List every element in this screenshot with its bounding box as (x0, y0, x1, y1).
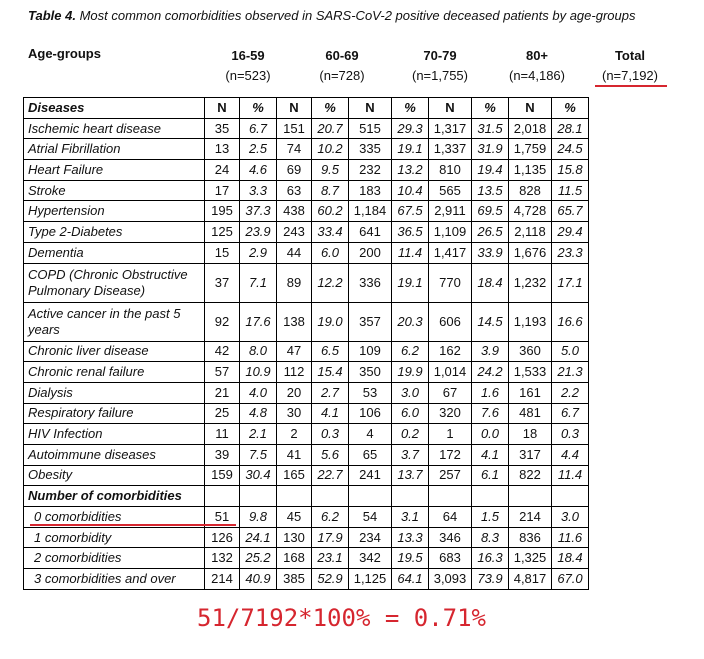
percent-cell: 31.9 (472, 139, 509, 160)
percent-cell: 19.5 (392, 548, 429, 569)
age-groups-label: Age-groups (28, 46, 101, 61)
percent-cell: 11.5 (552, 180, 589, 201)
count-cell: 4 (349, 424, 392, 445)
percent-cell (472, 486, 509, 507)
count-cell: 1,193 (509, 302, 552, 341)
count-cell: 1,125 (349, 569, 392, 590)
percent-cell: 60.2 (312, 201, 349, 222)
percent-cell: 15.4 (312, 362, 349, 383)
count-cell: 44 (277, 242, 312, 263)
row-label: 2 comorbidities (24, 548, 205, 569)
group-label: Total (614, 48, 646, 63)
percent-cell: 16.3 (472, 548, 509, 569)
count-cell: 13 (205, 139, 240, 160)
row-label: Autoimmune diseases (24, 444, 205, 465)
percent-cell: 17.9 (312, 527, 349, 548)
group-label: 80+ (525, 48, 549, 63)
count-cell: 112 (277, 362, 312, 383)
comorbidities-table (23, 97, 589, 590)
percent-cell: 24.5 (552, 139, 589, 160)
count-cell: 810 (429, 160, 472, 181)
count-cell (205, 486, 240, 507)
count-cell: 385 (277, 569, 312, 590)
percent-cell: 21.3 (552, 362, 589, 383)
percent-cell: 28.1 (552, 118, 589, 139)
count-cell: 92 (205, 302, 240, 341)
caption-text: Most common comorbidities observed in SARS-CoV-2 positive deceased patients by age-groups (79, 8, 636, 23)
row-label: 1 comorbidity (24, 527, 205, 548)
percent-cell: 3.7 (392, 444, 429, 465)
percent-cell: 18.4 (552, 548, 589, 569)
percent-cell: 6.0 (392, 403, 429, 424)
percent-cell: 36.5 (392, 222, 429, 243)
percent-cell: 73.9 (472, 569, 509, 590)
count-cell: 1,184 (349, 201, 392, 222)
percent-cell: 3.0 (552, 507, 589, 528)
percent-cell: 2.7 (312, 382, 349, 403)
table-row (24, 424, 589, 445)
row-label: Dementia (24, 242, 205, 263)
group-label: 16-59 (231, 48, 265, 63)
percent-cell: 6.0 (312, 242, 349, 263)
percent-cell: 5.6 (312, 444, 349, 465)
table-header-row (24, 98, 589, 119)
percent-cell: 23.1 (312, 548, 349, 569)
percent-cell: 2.9 (240, 242, 277, 263)
count-cell: 25 (205, 403, 240, 424)
count-cell: 1,109 (429, 222, 472, 243)
row-label: 3 comorbidities and over (24, 569, 205, 590)
count-cell: 41 (277, 444, 312, 465)
count-cell: 30 (277, 403, 312, 424)
table-row (24, 527, 589, 548)
percent-cell: 64.1 (392, 569, 429, 590)
percent-cell: 40.9 (240, 569, 277, 590)
n-header: N (349, 98, 392, 119)
percent-cell: 11.6 (552, 527, 589, 548)
count-cell: 320 (429, 403, 472, 424)
count-cell: 342 (349, 548, 392, 569)
percent-cell: 6.7 (240, 118, 277, 139)
row-label: COPD (Chronic Obstructive Pulmonary Disease) (24, 263, 205, 302)
percent-cell: 24.2 (472, 362, 509, 383)
count-cell: 183 (349, 180, 392, 201)
count-cell: 481 (509, 403, 552, 424)
n-header: N (509, 98, 552, 119)
count-cell (509, 486, 552, 507)
percent-cell: 6.2 (392, 341, 429, 362)
count-cell: 109 (349, 341, 392, 362)
table-row (24, 465, 589, 486)
row-label: Ischemic heart disease (24, 118, 205, 139)
count-cell: 214 (509, 507, 552, 528)
table-body (24, 98, 589, 590)
percent-cell: 23.3 (552, 242, 589, 263)
pct-header: % (240, 98, 277, 119)
table-row (24, 382, 589, 403)
count-cell: 1,759 (509, 139, 552, 160)
count-cell: 836 (509, 527, 552, 548)
table-row (24, 263, 589, 302)
percent-cell: 30.4 (240, 465, 277, 486)
count-cell: 130 (277, 527, 312, 548)
row-label: Chronic liver disease (24, 341, 205, 362)
percent-cell: 33.4 (312, 222, 349, 243)
percent-cell: 0.0 (472, 424, 509, 445)
table-row (24, 160, 589, 181)
percent-cell: 15.8 (552, 160, 589, 181)
percent-cell: 29.4 (552, 222, 589, 243)
percent-cell: 11.4 (552, 465, 589, 486)
count-cell: 828 (509, 180, 552, 201)
count-cell: 606 (429, 302, 472, 341)
count-cell: 69 (277, 160, 312, 181)
group-n: (n=523) (225, 68, 271, 83)
count-cell: 54 (349, 507, 392, 528)
row-label: Active cancer in the past 5 years (24, 302, 205, 341)
percent-cell: 2.1 (240, 424, 277, 445)
count-cell: 1,417 (429, 242, 472, 263)
count-cell: 21 (205, 382, 240, 403)
row-label: Obesity (24, 465, 205, 486)
percent-cell: 4.0 (240, 382, 277, 403)
percent-cell: 13.3 (392, 527, 429, 548)
table-row (24, 403, 589, 424)
count-cell: 1,533 (509, 362, 552, 383)
table-row (24, 118, 589, 139)
count-cell: 168 (277, 548, 312, 569)
percent-cell: 2.2 (552, 382, 589, 403)
percent-cell: 6.1 (472, 465, 509, 486)
percent-cell: 9.8 (240, 507, 277, 528)
percent-cell: 8.7 (312, 180, 349, 201)
percent-cell: 13.5 (472, 180, 509, 201)
pct-header: % (312, 98, 349, 119)
percent-cell: 7.6 (472, 403, 509, 424)
count-cell: 335 (349, 139, 392, 160)
percent-cell: 4.1 (312, 403, 349, 424)
percent-cell: 1.5 (472, 507, 509, 528)
count-cell: 57 (205, 362, 240, 383)
percent-cell: 4.6 (240, 160, 277, 181)
count-cell: 126 (205, 527, 240, 548)
count-cell: 1,676 (509, 242, 552, 263)
count-cell: 200 (349, 242, 392, 263)
count-cell: 336 (349, 263, 392, 302)
count-cell: 234 (349, 527, 392, 548)
percent-cell: 6.5 (312, 341, 349, 362)
row-label: HIV Infection (24, 424, 205, 445)
count-cell (429, 486, 472, 507)
percent-cell: 19.4 (472, 160, 509, 181)
group-header-60-69 (310, 46, 374, 86)
count-cell: 1,317 (429, 118, 472, 139)
percent-cell: 7.5 (240, 444, 277, 465)
count-cell: 2 (277, 424, 312, 445)
percent-cell: 20.3 (392, 302, 429, 341)
percent-cell: 13.2 (392, 160, 429, 181)
group-header-70-79 (400, 46, 480, 86)
count-cell: 63 (277, 180, 312, 201)
count-cell: 18 (509, 424, 552, 445)
table-row (24, 362, 589, 383)
table-row (24, 180, 589, 201)
percent-cell: 8.0 (240, 341, 277, 362)
count-cell: 51 (205, 507, 240, 528)
count-cell: 515 (349, 118, 392, 139)
table-row (24, 139, 589, 160)
percent-cell: 3.3 (240, 180, 277, 201)
row-label: 0 comorbidities (24, 507, 205, 528)
count-cell: 138 (277, 302, 312, 341)
count-cell: 4,728 (509, 201, 552, 222)
count-cell: 1,014 (429, 362, 472, 383)
percent-cell: 4.8 (240, 403, 277, 424)
count-cell (277, 486, 312, 507)
percent-cell: 8.3 (472, 527, 509, 548)
count-cell: 74 (277, 139, 312, 160)
table-row (24, 201, 589, 222)
count-cell: 132 (205, 548, 240, 569)
row-label: Stroke (24, 180, 205, 201)
n-header: N (205, 98, 240, 119)
count-cell: 125 (205, 222, 240, 243)
percent-cell: 10.4 (392, 180, 429, 201)
count-cell: 11 (205, 424, 240, 445)
count-cell: 45 (277, 507, 312, 528)
row-label: Chronic renal failure (24, 362, 205, 383)
group-n: (n=728) (319, 68, 365, 83)
count-cell: 15 (205, 242, 240, 263)
count-cell: 214 (205, 569, 240, 590)
count-cell: 47 (277, 341, 312, 362)
percent-cell: 65.7 (552, 201, 589, 222)
section-row (24, 486, 589, 507)
table-row (24, 242, 589, 263)
count-cell: 17 (205, 180, 240, 201)
row-label: Type 2-Diabetes (24, 222, 205, 243)
row-label: Respiratory failure (24, 403, 205, 424)
count-cell: 162 (429, 341, 472, 362)
group-n: (n=4,186) (508, 68, 565, 83)
percent-cell: 67.5 (392, 201, 429, 222)
n-header: N (429, 98, 472, 119)
percent-cell: 33.9 (472, 242, 509, 263)
percent-cell: 7.1 (240, 263, 277, 302)
count-cell: 243 (277, 222, 312, 243)
group-header-total (590, 46, 670, 86)
group-header-16-59 (218, 46, 278, 86)
percent-cell: 4.1 (472, 444, 509, 465)
zero-comorbidities-underline (30, 524, 236, 526)
percent-cell: 0.3 (552, 424, 589, 445)
group-n: (n=7,192) (601, 68, 658, 83)
count-cell: 2,911 (429, 201, 472, 222)
percent-cell: 19.0 (312, 302, 349, 341)
count-cell: 3,093 (429, 569, 472, 590)
count-cell: 438 (277, 201, 312, 222)
section-label: Number of comorbidities (24, 486, 205, 507)
percent-cell: 29.3 (392, 118, 429, 139)
table-row (24, 569, 589, 590)
count-cell: 641 (349, 222, 392, 243)
table-row (24, 302, 589, 341)
percent-cell (312, 486, 349, 507)
count-cell: 42 (205, 341, 240, 362)
percent-cell: 12.2 (312, 263, 349, 302)
total-n-underline (595, 85, 667, 87)
n-header: N (277, 98, 312, 119)
pct-header: % (552, 98, 589, 119)
percent-cell: 6.2 (312, 507, 349, 528)
percent-cell: 6.7 (552, 403, 589, 424)
percent-cell: 17.6 (240, 302, 277, 341)
count-cell: 357 (349, 302, 392, 341)
count-cell: 35 (205, 118, 240, 139)
count-cell: 317 (509, 444, 552, 465)
row-label: Dialysis (24, 382, 205, 403)
percent-cell: 1.6 (472, 382, 509, 403)
table-row (24, 548, 589, 569)
count-cell: 1,135 (509, 160, 552, 181)
percent-cell: 4.4 (552, 444, 589, 465)
count-cell: 565 (429, 180, 472, 201)
count-cell: 53 (349, 382, 392, 403)
percent-cell: 52.9 (312, 569, 349, 590)
percent-cell: 2.5 (240, 139, 277, 160)
percent-cell: 22.7 (312, 465, 349, 486)
count-cell (349, 486, 392, 507)
count-cell: 39 (205, 444, 240, 465)
count-cell: 360 (509, 341, 552, 362)
row-label: Hypertension (24, 201, 205, 222)
count-cell: 106 (349, 403, 392, 424)
percent-cell: 14.5 (472, 302, 509, 341)
percent-cell: 0.3 (312, 424, 349, 445)
percent-cell (240, 486, 277, 507)
count-cell: 1,325 (509, 548, 552, 569)
percent-cell: 67.0 (552, 569, 589, 590)
percent-cell: 18.4 (472, 263, 509, 302)
count-cell: 159 (205, 465, 240, 486)
count-cell: 172 (429, 444, 472, 465)
group-label: 70-79 (423, 48, 457, 63)
count-cell: 24 (205, 160, 240, 181)
percentage-calculation: 51/7192*100% = 0.71% (197, 604, 486, 632)
row-label: Heart Failure (24, 160, 205, 181)
count-cell: 37 (205, 263, 240, 302)
percent-cell: 25.2 (240, 548, 277, 569)
percent-cell: 19.9 (392, 362, 429, 383)
count-cell: 822 (509, 465, 552, 486)
diseases-header: Diseases (24, 98, 205, 119)
percent-cell: 19.1 (392, 139, 429, 160)
group-n: (n=1,755) (411, 68, 468, 83)
count-cell: 4,817 (509, 569, 552, 590)
count-cell: 770 (429, 263, 472, 302)
count-cell: 65 (349, 444, 392, 465)
count-cell: 2,118 (509, 222, 552, 243)
count-cell: 350 (349, 362, 392, 383)
percent-cell (392, 486, 429, 507)
percent-cell: 19.1 (392, 263, 429, 302)
count-cell: 20 (277, 382, 312, 403)
count-cell: 151 (277, 118, 312, 139)
percent-cell: 13.7 (392, 465, 429, 486)
count-cell: 241 (349, 465, 392, 486)
count-cell: 1,232 (509, 263, 552, 302)
percent-cell: 23.9 (240, 222, 277, 243)
count-cell: 161 (509, 382, 552, 403)
percent-cell: 31.5 (472, 118, 509, 139)
percent-cell: 3.1 (392, 507, 429, 528)
table-row (24, 222, 589, 243)
pct-header: % (392, 98, 429, 119)
percent-cell (552, 486, 589, 507)
count-cell: 232 (349, 160, 392, 181)
table-caption (28, 8, 635, 23)
count-cell: 195 (205, 201, 240, 222)
count-cell: 64 (429, 507, 472, 528)
count-cell: 89 (277, 263, 312, 302)
percent-cell: 10.2 (312, 139, 349, 160)
percent-cell: 3.0 (392, 382, 429, 403)
percent-cell: 10.9 (240, 362, 277, 383)
percent-cell: 69.5 (472, 201, 509, 222)
count-cell: 2,018 (509, 118, 552, 139)
percent-cell: 26.5 (472, 222, 509, 243)
caption-label: Table 4. (28, 8, 76, 23)
percent-cell: 20.7 (312, 118, 349, 139)
group-label: 60-69 (325, 48, 359, 63)
percent-cell: 17.1 (552, 263, 589, 302)
count-cell: 67 (429, 382, 472, 403)
percent-cell: 16.6 (552, 302, 589, 341)
percent-cell: 3.9 (472, 341, 509, 362)
count-cell: 683 (429, 548, 472, 569)
percent-cell: 9.5 (312, 160, 349, 181)
count-cell: 165 (277, 465, 312, 486)
group-header-80plus (497, 46, 577, 86)
percent-cell: 5.0 (552, 341, 589, 362)
percent-cell: 37.3 (240, 201, 277, 222)
count-cell: 1,337 (429, 139, 472, 160)
percent-cell: 24.1 (240, 527, 277, 548)
count-cell: 346 (429, 527, 472, 548)
table-row (24, 341, 589, 362)
percent-cell: 11.4 (392, 242, 429, 263)
pct-header: % (472, 98, 509, 119)
percent-cell: 0.2 (392, 424, 429, 445)
row-label: Atrial Fibrillation (24, 139, 205, 160)
table-row (24, 444, 589, 465)
count-cell: 257 (429, 465, 472, 486)
count-cell: 1 (429, 424, 472, 445)
